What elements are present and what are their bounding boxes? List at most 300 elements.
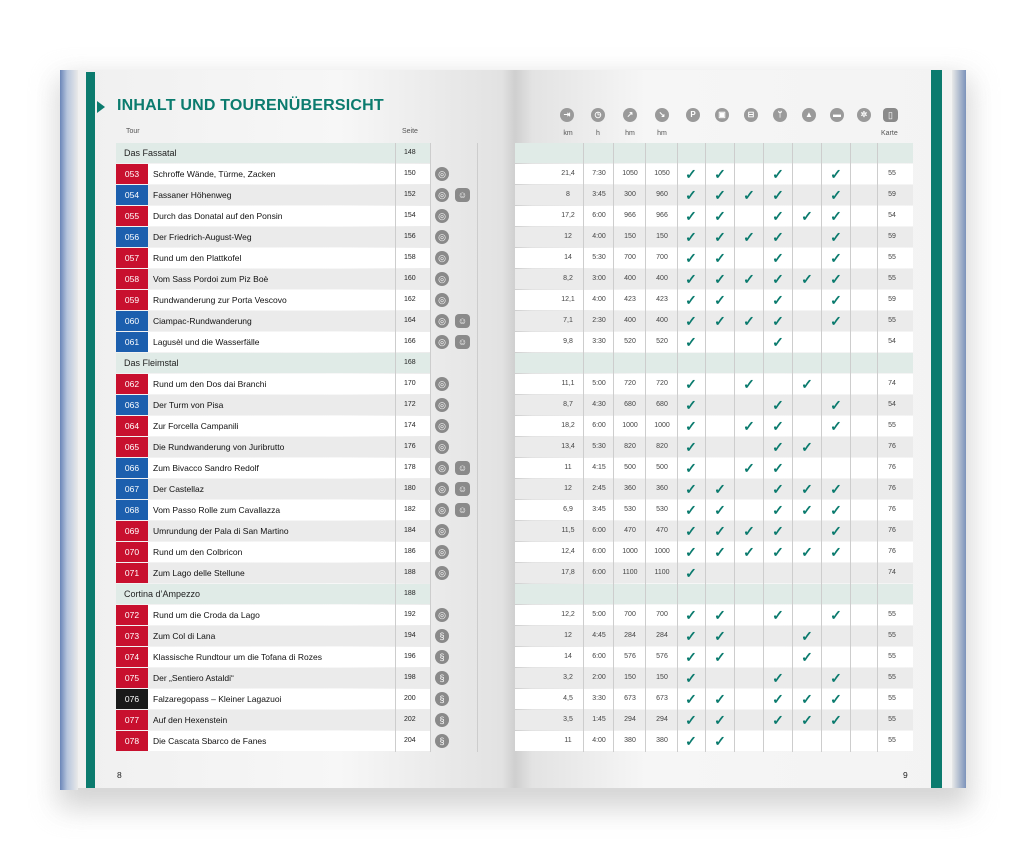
ascent-hm: 470 <box>624 527 636 534</box>
check-mark: ✓ <box>830 250 842 266</box>
descent-hm: 1000 <box>654 422 670 429</box>
map-number: 76 <box>888 527 896 534</box>
check-mark: ✓ <box>772 712 784 728</box>
map-number: 76 <box>888 443 896 450</box>
grid-line <box>877 143 878 752</box>
map-number: 55 <box>888 275 896 282</box>
check-mark: ✓ <box>714 691 726 707</box>
distance-km: 8 <box>566 191 570 198</box>
section-page: 168 <box>404 359 416 366</box>
check-mark: ✓ <box>685 481 697 497</box>
descent-column-header: hm <box>657 130 667 137</box>
hut-icon: ▲ <box>802 108 816 122</box>
ascent-hm: 150 <box>624 233 636 240</box>
ascent-hm: 1050 <box>622 170 638 177</box>
descent-hm: 1000 <box>654 548 670 555</box>
duration-hours: 6:00 <box>592 212 606 219</box>
check-mark: ✓ <box>772 334 784 350</box>
difficulty-icon: ◎ <box>435 167 449 181</box>
tour-name: Ciampac-Rundwanderung <box>153 316 252 326</box>
check-mark: ✓ <box>830 523 842 539</box>
tour-page: 192 <box>404 611 416 618</box>
descent-hm: 820 <box>656 443 668 450</box>
grid-line <box>850 143 851 752</box>
tour-page: 176 <box>404 443 416 450</box>
km-column-header: km <box>563 130 573 137</box>
section-band-right <box>515 584 913 604</box>
tour-page: 198 <box>404 674 416 681</box>
distance-km: 11 <box>564 737 572 744</box>
check-mark: ✓ <box>772 313 784 329</box>
kids-icon: ☺ <box>455 314 470 328</box>
tour-name: Rund um den Plattkofel <box>153 253 242 263</box>
via-ferrata-icon: § <box>435 629 449 643</box>
snowflake-icon: ✲ <box>857 108 871 122</box>
tour-name: Der „Sentiero Astaldi“ <box>153 673 234 683</box>
duration-hours: 3:45 <box>592 506 606 513</box>
tour-name: Zum Lago delle Stellune <box>153 568 245 578</box>
descent-hm: 673 <box>656 695 668 702</box>
title-arrow-icon <box>97 101 105 113</box>
page-title: INHALT UND TOURENÜBERSICHT <box>117 97 384 114</box>
tour-number-badge: 062 <box>116 374 148 394</box>
map-number: 54 <box>888 338 896 345</box>
difficulty-icon: ◎ <box>435 503 449 517</box>
check-mark: ✓ <box>801 271 813 287</box>
tour-number-badge: 061 <box>116 332 148 352</box>
descent-hm: 380 <box>656 737 668 744</box>
distance-km: 17,2 <box>561 212 575 219</box>
ascent-hm: 1000 <box>622 548 638 555</box>
tour-name: Zum Bivacco Sandro Redolf <box>153 463 259 473</box>
difficulty-icon: ◎ <box>435 440 449 454</box>
duration-hours: 2:45 <box>592 485 606 492</box>
descent-hm: 423 <box>656 296 668 303</box>
descent-hm: 294 <box>656 716 668 723</box>
tour-number-badge: 054 <box>116 185 148 205</box>
map-number: 76 <box>888 464 896 471</box>
ascent-hm: 294 <box>624 716 636 723</box>
check-mark: ✓ <box>830 292 842 308</box>
tour-page: 200 <box>404 695 416 702</box>
check-mark: ✓ <box>685 502 697 518</box>
difficulty-icon: ◎ <box>435 209 449 223</box>
check-mark: ✓ <box>685 250 697 266</box>
tour-number-badge: 063 <box>116 395 148 415</box>
check-mark: ✓ <box>772 439 784 455</box>
check-mark: ✓ <box>743 418 755 434</box>
map-number: 55 <box>888 737 896 744</box>
duration-hours: 3:30 <box>592 695 606 702</box>
ascent-hm: 720 <box>624 380 636 387</box>
duration-hours: 3:00 <box>592 275 606 282</box>
tour-name: Zur Forcella Campanili <box>153 421 239 431</box>
tour-number-badge: 057 <box>116 248 148 268</box>
distance-km: 18,2 <box>561 422 575 429</box>
right-color-bar <box>931 70 942 788</box>
distance-km: 14 <box>564 254 572 261</box>
map-icon: ▯ <box>883 108 898 122</box>
ascent-hm: 576 <box>624 653 636 660</box>
ascent-hm: 530 <box>624 506 636 513</box>
descent-hm: 700 <box>656 611 668 618</box>
check-mark: ✓ <box>830 229 842 245</box>
tour-name: Vom Passo Rolle zum Cavallazza <box>153 505 281 515</box>
via-ferrata-icon: § <box>435 713 449 727</box>
grid-line <box>763 143 764 752</box>
check-mark: ✓ <box>830 502 842 518</box>
tour-number-badge: 060 <box>116 311 148 331</box>
duration-hours: 4:30 <box>592 401 606 408</box>
grid-line <box>583 143 584 752</box>
check-mark: ✓ <box>772 460 784 476</box>
distance-km: 11,1 <box>561 380 575 387</box>
restaurant-icon: ᛘ <box>773 108 787 122</box>
tour-name: Rund um die Croda da Lago <box>153 610 260 620</box>
grid-line <box>613 143 614 752</box>
grid-line <box>821 143 822 752</box>
check-mark: ✓ <box>685 376 697 392</box>
check-mark: ✓ <box>801 376 813 392</box>
tour-name: Die Rundwanderung von Juribrutto <box>153 442 285 452</box>
tour-number-badge: 076 <box>116 689 148 709</box>
tour-page: 170 <box>404 380 416 387</box>
distance-km: 14 <box>564 653 572 660</box>
check-mark: ✓ <box>830 313 842 329</box>
descent-hm: 520 <box>656 338 668 345</box>
check-mark: ✓ <box>801 208 813 224</box>
tour-page: 166 <box>404 338 416 345</box>
check-mark: ✓ <box>685 670 697 686</box>
check-mark: ✓ <box>714 166 726 182</box>
descent-hm: 150 <box>656 233 668 240</box>
tour-page: 172 <box>404 401 416 408</box>
duration-hours: 5:00 <box>592 380 606 387</box>
tour-number-badge: 075 <box>116 668 148 688</box>
check-mark: ✓ <box>685 544 697 560</box>
page-edges-left <box>60 70 78 790</box>
tour-number-badge: 071 <box>116 563 148 583</box>
ascent-hm: 820 <box>624 443 636 450</box>
distance-km: 12 <box>564 485 572 492</box>
difficulty-icon: ◎ <box>435 482 449 496</box>
seite-column-header: Seite <box>402 128 418 135</box>
check-mark: ✓ <box>685 628 697 644</box>
check-mark: ✓ <box>772 418 784 434</box>
tour-name: Rund um den Colbricon <box>153 547 243 557</box>
distance-km: 12,1 <box>561 296 575 303</box>
distance-km: 21,4 <box>561 170 575 177</box>
tour-name: Der Castellaz <box>153 484 205 494</box>
ascent-hm: 360 <box>624 485 636 492</box>
descent-hm: 680 <box>656 401 668 408</box>
check-mark: ✓ <box>714 628 726 644</box>
descent-hm: 1050 <box>654 170 670 177</box>
check-mark: ✓ <box>743 187 755 203</box>
check-mark: ✓ <box>830 418 842 434</box>
difficulty-icon: ◎ <box>435 398 449 412</box>
duration-hours: 3:30 <box>592 338 606 345</box>
check-mark: ✓ <box>714 187 726 203</box>
hours-column-header: h <box>596 130 600 137</box>
duration-hours: 7:30 <box>592 170 606 177</box>
tour-number-badge: 068 <box>116 500 148 520</box>
grid-line <box>734 143 735 752</box>
distance-km: 9,8 <box>563 338 573 345</box>
check-mark: ✓ <box>714 208 726 224</box>
map-number: 55 <box>888 653 896 660</box>
tour-name: Auf den Hexenstein <box>153 715 228 725</box>
distance-km: 8,2 <box>563 275 573 282</box>
descent-hm: 720 <box>656 380 668 387</box>
check-mark: ✓ <box>772 187 784 203</box>
check-mark: ✓ <box>772 607 784 623</box>
check-mark: ✓ <box>772 166 784 182</box>
via-ferrata-icon: § <box>435 692 449 706</box>
map-number: 55 <box>888 422 896 429</box>
check-mark: ✓ <box>830 670 842 686</box>
check-mark: ✓ <box>685 439 697 455</box>
tour-page: 194 <box>404 632 416 639</box>
left-color-bar <box>86 72 95 788</box>
check-mark: ✓ <box>772 502 784 518</box>
distance-km: 12 <box>564 233 572 240</box>
check-mark: ✓ <box>830 166 842 182</box>
tour-number-badge: 056 <box>116 227 148 247</box>
kids-icon: ☺ <box>455 503 470 517</box>
map-number: 55 <box>888 611 896 618</box>
check-mark: ✓ <box>772 229 784 245</box>
section-title: Das Fleimstal <box>124 358 179 368</box>
tour-page: 154 <box>404 212 416 219</box>
difficulty-icon: ◎ <box>435 314 449 328</box>
difficulty-icon: ◎ <box>435 608 449 622</box>
check-mark: ✓ <box>685 649 697 665</box>
map-number: 76 <box>888 485 896 492</box>
map-number: 55 <box>888 254 896 261</box>
clock-icon: ◷ <box>591 108 605 122</box>
difficulty-icon: ◎ <box>435 188 449 202</box>
right-page-number: 9 <box>903 770 908 780</box>
tour-name: Der Friedrich-August-Weg <box>153 232 252 242</box>
check-mark: ✓ <box>801 481 813 497</box>
descent-hm: 284 <box>656 632 668 639</box>
descent-hm: 960 <box>656 191 668 198</box>
ascent-hm: 284 <box>624 632 636 639</box>
distance-km: 12 <box>564 632 572 639</box>
check-mark: ✓ <box>772 208 784 224</box>
left-page-number: 8 <box>117 770 122 780</box>
difficulty-icon: ◎ <box>435 461 449 475</box>
tour-name: Zum Col di Lana <box>153 631 216 641</box>
check-mark: ✓ <box>830 607 842 623</box>
check-mark: ✓ <box>743 271 755 287</box>
check-mark: ✓ <box>772 523 784 539</box>
distance-km: 6,9 <box>563 506 573 513</box>
map-number: 74 <box>888 380 896 387</box>
check-mark: ✓ <box>772 397 784 413</box>
duration-hours: 6:00 <box>592 527 606 534</box>
check-mark: ✓ <box>685 565 697 581</box>
duration-hours: 6:00 <box>592 422 606 429</box>
check-mark: ✓ <box>685 208 697 224</box>
check-mark: ✓ <box>685 523 697 539</box>
check-mark: ✓ <box>801 712 813 728</box>
karte-column-header: Karte <box>881 130 898 137</box>
tour-name: Rund um den Dos dai Branchi <box>153 379 267 389</box>
tour-number-badge: 070 <box>116 542 148 562</box>
check-mark: ✓ <box>714 229 726 245</box>
ascent-hm: 400 <box>624 317 636 324</box>
tour-page: 204 <box>404 737 416 744</box>
map-number: 59 <box>888 296 896 303</box>
check-mark: ✓ <box>801 439 813 455</box>
check-mark: ✓ <box>830 712 842 728</box>
tour-number-badge: 078 <box>116 731 148 751</box>
duration-hours: 1:45 <box>592 716 606 723</box>
duration-hours: 4:15 <box>592 464 606 471</box>
check-mark: ✓ <box>685 712 697 728</box>
descent-hm: 400 <box>656 317 668 324</box>
ascent-column-header: hm <box>625 130 635 137</box>
check-mark: ✓ <box>801 628 813 644</box>
ascent-icon: ↗ <box>623 108 637 122</box>
check-mark: ✓ <box>714 544 726 560</box>
ascent-hm: 966 <box>624 212 636 219</box>
map-number: 55 <box>888 632 896 639</box>
tour-name: Durch das Donatal auf den Ponsin <box>153 211 283 221</box>
check-mark: ✓ <box>772 271 784 287</box>
check-mark: ✓ <box>685 229 697 245</box>
via-ferrata-icon: § <box>435 734 449 748</box>
descent-hm: 966 <box>656 212 668 219</box>
ascent-hm: 500 <box>624 464 636 471</box>
map-number: 76 <box>888 548 896 555</box>
tour-number-badge: 064 <box>116 416 148 436</box>
tour-number-badge: 069 <box>116 521 148 541</box>
check-mark: ✓ <box>743 544 755 560</box>
check-mark: ✓ <box>772 670 784 686</box>
difficulty-icon: ◎ <box>435 566 449 580</box>
via-ferrata-icon: § <box>435 671 449 685</box>
tour-name: Die Cascata Sbarco de Fanes <box>153 736 267 746</box>
section-band-right <box>515 143 913 163</box>
grid-line <box>645 143 646 752</box>
descent-hm: 700 <box>656 254 668 261</box>
difficulty-icon: ◎ <box>435 545 449 559</box>
check-mark: ✓ <box>714 733 726 749</box>
distance-km: 12,4 <box>561 548 575 555</box>
check-mark: ✓ <box>685 418 697 434</box>
check-mark: ✓ <box>830 691 842 707</box>
section-band-right <box>515 353 913 373</box>
tour-number-badge: 058 <box>116 269 148 289</box>
duration-hours: 3:45 <box>592 191 606 198</box>
tour-name: Fassaner Höhenweg <box>153 190 232 200</box>
check-mark: ✓ <box>685 397 697 413</box>
check-mark: ✓ <box>714 712 726 728</box>
check-mark: ✓ <box>714 481 726 497</box>
tour-page: 162 <box>404 296 416 303</box>
section-page: 148 <box>404 149 416 156</box>
check-mark: ✓ <box>830 187 842 203</box>
map-number: 74 <box>888 569 896 576</box>
check-mark: ✓ <box>714 292 726 308</box>
train-icon: ▬ <box>830 108 844 122</box>
tour-name: Der Turm von Pisa <box>153 400 224 410</box>
distance-km: 12,2 <box>561 611 575 618</box>
check-mark: ✓ <box>714 250 726 266</box>
distance-km: 8,7 <box>563 401 573 408</box>
duration-hours: 6:00 <box>592 569 606 576</box>
tour-column-header: Tour <box>126 128 140 135</box>
check-mark: ✓ <box>685 271 697 287</box>
ascent-hm: 1000 <box>622 422 638 429</box>
check-mark: ✓ <box>772 292 784 308</box>
via-ferrata-icon: § <box>435 650 449 664</box>
duration-hours: 5:00 <box>592 611 606 618</box>
map-number: 55 <box>888 695 896 702</box>
tour-number-badge: 073 <box>116 626 148 646</box>
check-mark: ✓ <box>830 481 842 497</box>
descent-hm: 360 <box>656 485 668 492</box>
difficulty-icon: ◎ <box>435 251 449 265</box>
check-mark: ✓ <box>830 208 842 224</box>
tour-page: 202 <box>404 716 416 723</box>
descent-hm: 150 <box>656 674 668 681</box>
check-mark: ✓ <box>685 187 697 203</box>
grid-line <box>477 143 478 752</box>
ascent-hm: 423 <box>624 296 636 303</box>
check-mark: ✓ <box>772 691 784 707</box>
ascent-hm: 700 <box>624 611 636 618</box>
distance-km: 3,2 <box>563 674 573 681</box>
map-number: 59 <box>888 233 896 240</box>
check-mark: ✓ <box>685 607 697 623</box>
check-mark: ✓ <box>714 649 726 665</box>
parking-icon: P <box>686 108 700 122</box>
duration-hours: 5:30 <box>592 254 606 261</box>
distance-km: 3,5 <box>563 716 573 723</box>
grid-line <box>677 143 678 752</box>
map-number: 54 <box>888 401 896 408</box>
section-title: Das Fassatal <box>124 148 177 158</box>
check-mark: ✓ <box>801 502 813 518</box>
check-mark: ✓ <box>830 397 842 413</box>
check-mark: ✓ <box>743 376 755 392</box>
tour-page: 160 <box>404 275 416 282</box>
map-number: 54 <box>888 212 896 219</box>
tour-page: 186 <box>404 548 416 555</box>
ascent-hm: 520 <box>624 338 636 345</box>
difficulty-icon: ◎ <box>435 377 449 391</box>
distance-km: 13,4 <box>561 443 575 450</box>
duration-hours: 4:45 <box>592 632 606 639</box>
distance-km: 11,5 <box>561 527 575 534</box>
distance-km: 17,8 <box>561 569 575 576</box>
check-mark: ✓ <box>743 229 755 245</box>
tour-number-badge: 059 <box>116 290 148 310</box>
check-mark: ✓ <box>714 271 726 287</box>
ascent-hm: 400 <box>624 275 636 282</box>
tour-name: Umrundung der Pala di San Martino <box>153 526 289 536</box>
tour-page: 196 <box>404 653 416 660</box>
check-mark: ✓ <box>743 313 755 329</box>
check-mark: ✓ <box>772 481 784 497</box>
check-mark: ✓ <box>685 166 697 182</box>
kids-icon: ☺ <box>455 482 470 496</box>
check-mark: ✓ <box>685 460 697 476</box>
